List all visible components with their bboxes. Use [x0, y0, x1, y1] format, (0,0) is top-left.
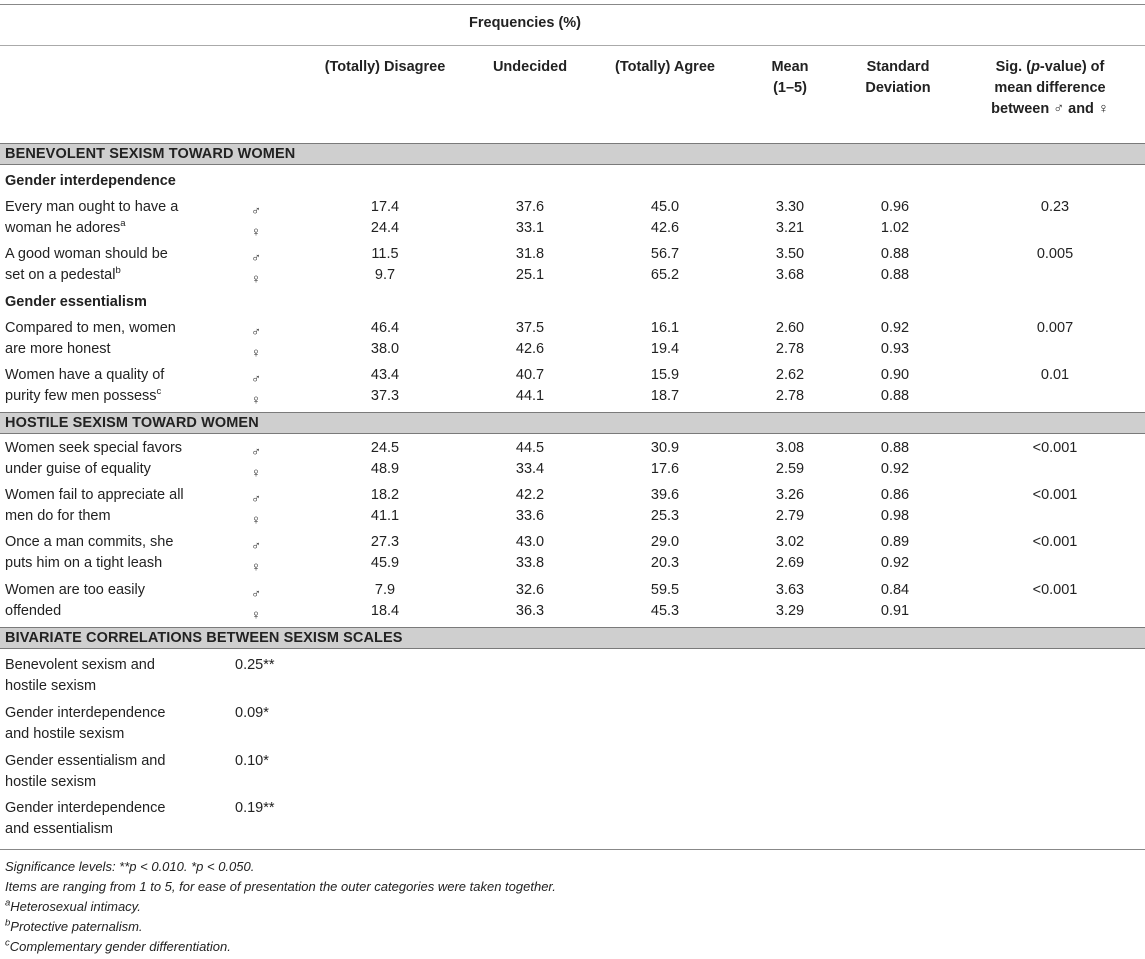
cell-female-undecided: 33.1 [515, 220, 545, 236]
header-mean-line2: (1–5) [773, 80, 807, 96]
cell-male-disagree: 24.5 [370, 440, 400, 456]
cell-significance: <0.001 [1032, 582, 1078, 598]
cell-male-disagree: 11.5 [371, 246, 399, 262]
male-icon: ♂ [251, 203, 261, 218]
female-icon: ♀ [251, 345, 261, 360]
cell-female-sd: 0.91 [880, 603, 910, 619]
female-icon: ♀ [1097, 101, 1109, 117]
cell-male-mean: 3.30 [775, 199, 805, 215]
cell-male-undecided: 40.7 [515, 367, 545, 383]
section-bivariate: BIVARIATE CORRELATIONS BETWEEN SEXISM SCALES [0, 627, 1145, 649]
cell-female-disagree: 18.4 [370, 603, 400, 619]
item-label-line1: Women seek special favors [5, 440, 183, 456]
cell-male-agree: 45.0 [650, 199, 680, 215]
cell-female-mean: 3.68 [775, 267, 805, 283]
cell-female-agree: 42.6 [650, 220, 680, 236]
cell-female-undecided: 42.6 [515, 341, 545, 357]
cell-female-sd: 1.02 [880, 220, 910, 236]
cell-male-sd: 0.89 [880, 534, 910, 550]
cell-male-mean: 3.63 [775, 582, 805, 598]
cell-female-undecided: 44.1 [515, 388, 545, 404]
cell-male-sd: 0.88 [880, 246, 910, 262]
cell-male-sd: 0.86 [880, 487, 910, 503]
cell-significance: <0.001 [1032, 440, 1078, 456]
cell-female-sd: 0.92 [880, 555, 910, 571]
cell-male-disagree: 27.3 [370, 534, 400, 550]
cell-male-mean: 3.26 [775, 487, 805, 503]
cell-female-mean: 3.21 [775, 220, 805, 236]
footnote-significance: Significance levels: **p < 0.010. *p < 0.050. [5, 859, 255, 874]
cell-male-agree: 39.6 [650, 487, 680, 503]
cell-male-sd: 0.84 [880, 582, 910, 598]
rule-bottom [0, 849, 1145, 850]
cell-female-undecided: 33.6 [515, 508, 545, 524]
female-icon: ♀ [251, 271, 261, 286]
female-icon: ♀ [251, 607, 261, 622]
header-frequencies: Frequencies (%) [469, 15, 581, 31]
subsection-interdependence: Gender interdependence [5, 173, 176, 189]
cell-female-disagree: 45.9 [370, 555, 400, 571]
cell-male-undecided: 37.6 [515, 199, 545, 215]
female-icon: ♀ [251, 559, 261, 574]
correlation-label-line1: Benevolent sexism and [5, 657, 155, 673]
cell-male-agree: 30.9 [650, 440, 680, 456]
cell-male-sd: 0.88 [880, 440, 910, 456]
cell-male-disagree: 7.9 [374, 582, 396, 598]
correlation-value: 0.19** [235, 800, 275, 816]
cell-significance: 0.01 [1040, 367, 1070, 383]
cell-significance: 0.007 [1036, 320, 1074, 336]
correlation-label-line2: and hostile sexism [5, 726, 125, 742]
female-icon: ♀ [251, 465, 261, 480]
cell-female-mean: 2.79 [775, 508, 805, 524]
male-icon: ♂ [251, 444, 261, 459]
header-sig [960, 57, 1140, 120]
cell-female-mean: 2.78 [775, 388, 805, 404]
cell-female-disagree: 9.7 [374, 267, 396, 283]
female-icon: ♀ [251, 512, 261, 527]
cell-female-disagree: 48.9 [370, 461, 400, 477]
male-icon: ♂ [1053, 101, 1065, 117]
header-sig-line3: between ♂ and ♀ [991, 101, 1109, 117]
correlation-label-line1: Gender interdependence [5, 800, 166, 816]
cell-female-sd: 0.88 [880, 267, 910, 283]
cell-female-undecided: 36.3 [515, 603, 545, 619]
item-label-line2: are more honest [5, 341, 111, 357]
cell-male-undecided: 31.8 [515, 246, 545, 262]
cell-female-disagree: 41.1 [370, 508, 400, 524]
footnote-b: $^b$Protective paternalism. [5, 917, 143, 934]
cell-male-disagree: 43.4 [370, 367, 400, 383]
correlation-label-line2: and essentialism [5, 821, 113, 837]
subsection-essentialism: Gender essentialism [5, 294, 147, 310]
footnote-range: Items are ranging from 1 to 5, for ease of presentation the outer categories were taken together. [5, 879, 556, 894]
correlation-label-line2: hostile sexism [5, 678, 97, 694]
cell-female-disagree: 38.0 [370, 341, 400, 357]
cell-female-mean: 2.59 [775, 461, 805, 477]
male-icon: ♂ [251, 586, 261, 601]
cell-female-sd: 0.98 [880, 508, 910, 524]
cell-female-agree: 65.2 [650, 267, 680, 283]
correlation-label-line1: Gender interdependence [5, 705, 166, 721]
item-label-line1: Women have a quality of [5, 367, 165, 383]
item-label-line2: purity few men possess$^c$ [5, 386, 162, 404]
header-sd-line1: Standard [866, 59, 930, 75]
cell-female-undecided: 33.8 [515, 555, 545, 571]
correlation-label-line1: Gender essentialism and [5, 753, 166, 769]
cell-female-agree: 18.7 [650, 388, 680, 404]
cell-male-agree: 59.5 [650, 582, 680, 598]
cell-male-sd: 0.90 [880, 367, 910, 383]
male-icon: ♂ [251, 371, 261, 386]
male-icon: ♂ [251, 538, 261, 553]
cell-male-mean: 2.62 [775, 367, 805, 383]
header-agree: (Totally) Agree [615, 59, 715, 75]
header-sd-line2: Deviation [865, 80, 931, 96]
cell-significance: 0.005 [1036, 246, 1074, 262]
cell-male-mean: 3.08 [775, 440, 805, 456]
cell-male-disagree: 46.4 [370, 320, 400, 336]
female-icon: ♀ [251, 224, 261, 239]
cell-female-agree: 45.3 [650, 603, 680, 619]
rule-under-group [0, 45, 1145, 46]
cell-female-mean: 3.29 [775, 603, 805, 619]
cell-female-agree: 20.3 [650, 555, 680, 571]
cell-female-mean: 2.69 [775, 555, 805, 571]
header-sig-line2: mean difference [994, 80, 1106, 96]
cell-male-mean: 2.60 [775, 320, 805, 336]
header-sig-line1: Sig. (p-value) of [995, 59, 1105, 75]
cell-male-undecided: 42.2 [515, 487, 545, 503]
cell-male-mean: 3.02 [775, 534, 805, 550]
cell-male-agree: 15.9 [650, 367, 680, 383]
item-label-line2: woman he adores$^a$ [5, 218, 126, 236]
male-icon: ♂ [251, 491, 261, 506]
footnote-c: $^c$Complementary gender differentiation. [5, 937, 231, 954]
item-label-line2: men do for them [5, 508, 111, 524]
header-mean-line1: Mean [771, 59, 809, 75]
cell-male-disagree: 18.2 [370, 487, 400, 503]
cell-male-sd: 0.92 [880, 320, 910, 336]
item-label-line2: set on a pedestal$^b$ [5, 265, 121, 283]
item-label-line2: offended [5, 603, 62, 619]
cell-female-agree: 17.6 [650, 461, 680, 477]
item-label-line1: Women are too easily [5, 582, 145, 598]
cell-male-agree: 29.0 [650, 534, 680, 550]
cell-female-undecided: 33.4 [515, 461, 545, 477]
item-label-line1: A good woman should be [5, 246, 168, 262]
correlation-value: 0.09* [235, 705, 269, 721]
correlation-value: 0.10* [235, 753, 269, 769]
header-disagree: (Totally) Disagree [324, 59, 446, 75]
item-label-line1: Women fail to appreciate all [5, 487, 184, 503]
cell-female-agree: 19.4 [650, 341, 680, 357]
male-icon: ♂ [251, 324, 261, 339]
female-icon: ♀ [251, 392, 261, 407]
rule-top [0, 4, 1145, 5]
item-label-line2: puts him on a tight leash [5, 555, 163, 571]
cell-male-agree: 56.7 [650, 246, 680, 262]
section-hostile: HOSTILE SEXISM TOWARD WOMEN [0, 412, 1145, 434]
correlation-value: 0.25** [235, 657, 275, 673]
cell-female-disagree: 37.3 [370, 388, 400, 404]
cell-significance: <0.001 [1032, 487, 1078, 503]
cell-female-sd: 0.93 [880, 341, 910, 357]
header-mean [750, 57, 830, 99]
cell-male-sd: 0.96 [880, 199, 910, 215]
cell-significance: 0.23 [1040, 199, 1070, 215]
cell-significance: <0.001 [1032, 534, 1078, 550]
cell-female-disagree: 24.4 [370, 220, 400, 236]
cell-male-undecided: 44.5 [515, 440, 545, 456]
item-label-line2: under guise of equality [5, 461, 151, 477]
correlation-label-line2: hostile sexism [5, 774, 97, 790]
cell-female-sd: 0.92 [880, 461, 910, 477]
section-benevolent: BENEVOLENT SEXISM TOWARD WOMEN [0, 143, 1145, 165]
header-sd [848, 57, 948, 99]
cell-male-undecided: 43.0 [515, 534, 545, 550]
cell-male-undecided: 32.6 [515, 582, 545, 598]
item-label-line1: Every man ought to have a [5, 199, 179, 215]
cell-male-agree: 16.1 [650, 320, 680, 336]
footnote-a: $^a$Heterosexual intimacy. [5, 897, 141, 914]
male-icon: ♂ [251, 250, 261, 265]
cell-female-agree: 25.3 [650, 508, 680, 524]
cell-female-mean: 2.78 [775, 341, 805, 357]
cell-female-undecided: 25.1 [515, 267, 545, 283]
item-label-line1: Once a man commits, she [5, 534, 174, 550]
cell-male-undecided: 37.5 [515, 320, 545, 336]
cell-female-sd: 0.88 [880, 388, 910, 404]
cell-male-mean: 3.50 [775, 246, 805, 262]
header-undecided: Undecided [492, 59, 568, 75]
cell-male-disagree: 17.4 [370, 199, 400, 215]
item-label-line1: Compared to men, women [5, 320, 176, 336]
